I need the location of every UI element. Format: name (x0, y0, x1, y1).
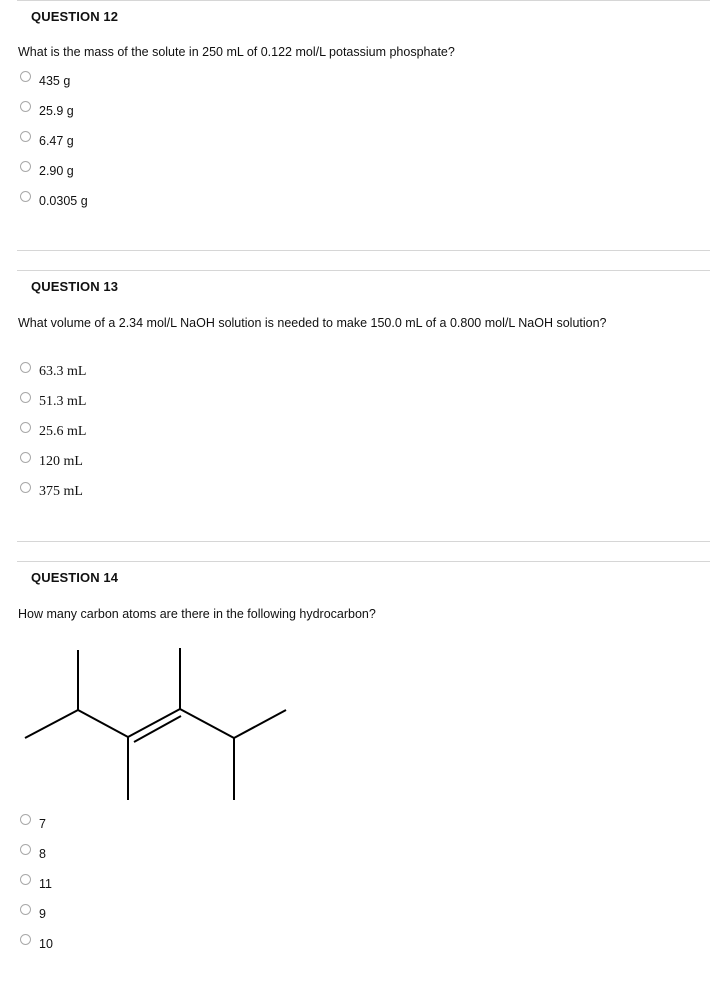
question-14-option-1[interactable] (20, 815, 46, 833)
question-12-bottom-divider (17, 250, 710, 251)
question-13-title: QUESTION 13 (31, 279, 119, 294)
radio-button[interactable] (20, 482, 31, 493)
radio-button[interactable] (20, 422, 31, 433)
bond-right-end (234, 710, 286, 738)
radio-button[interactable] (20, 814, 31, 825)
question-13-option-2[interactable] (20, 393, 86, 411)
question-14-top-divider (17, 561, 710, 562)
question-12-title: QUESTION 12 (31, 9, 119, 24)
question-12-text: What is the mass of the solute in 250 mL of 0.122 mol/L potassium phosphate? (18, 45, 455, 59)
question-13-option-1[interactable] (20, 363, 86, 381)
question-14-text: How many carbon atoms are there in the following hydrocarbon? (18, 607, 376, 621)
radio-button[interactable] (20, 191, 31, 202)
radio-button[interactable] (20, 904, 31, 915)
radio-button[interactable] (20, 161, 31, 172)
question-13-option-4[interactable] (20, 453, 83, 471)
radio-button[interactable] (20, 392, 31, 403)
option-label: 51.3 mL (39, 394, 87, 409)
question-13-bottom-divider (17, 541, 710, 542)
question-14-option-5[interactable] (20, 935, 53, 953)
question-14-option-4[interactable] (20, 905, 46, 923)
question-13-option-3[interactable] (20, 423, 86, 441)
radio-button[interactable] (20, 934, 31, 945)
bond-left-end (25, 710, 78, 738)
question-14-title: QUESTION 14 (31, 570, 119, 585)
bond-c4-c5 (180, 709, 234, 738)
question-12-option-5[interactable] (20, 192, 88, 210)
question-12-option-4[interactable] (20, 162, 74, 180)
option-label: 7 (39, 817, 46, 831)
top-divider (17, 0, 710, 1)
question-14-option-2[interactable] (20, 845, 46, 863)
skeletal-formula-icon (0, 640, 320, 810)
radio-button[interactable] (20, 874, 31, 885)
option-label: 25.6 mL (39, 424, 87, 439)
question-13-top-divider (17, 270, 710, 271)
bond-c2-c3 (78, 710, 128, 737)
option-label: 8 (39, 847, 46, 861)
radio-button[interactable] (20, 844, 31, 855)
option-label: 9 (39, 907, 46, 921)
question-12-option-1[interactable] (20, 72, 70, 90)
question-12-option-2[interactable] (20, 102, 74, 120)
option-label: 2.90 g (39, 164, 74, 178)
option-label: 0.0305 g (39, 194, 88, 208)
option-label: 435 g (39, 74, 71, 88)
radio-button[interactable] (20, 101, 31, 112)
option-label: 25.9 g (39, 104, 74, 118)
option-label: 120 mL (39, 454, 83, 469)
radio-button[interactable] (20, 452, 31, 463)
option-label: 375 mL (39, 484, 83, 499)
question-14-option-3[interactable] (20, 875, 52, 893)
radio-button[interactable] (20, 131, 31, 142)
question-12-option-3[interactable] (20, 132, 74, 150)
option-label: 6.47 g (39, 134, 74, 148)
radio-button[interactable] (20, 71, 31, 82)
radio-button[interactable] (20, 362, 31, 373)
option-label: 11 (39, 877, 52, 891)
question-13-option-5[interactable] (20, 483, 83, 501)
double-bond-outer (128, 709, 180, 737)
question-13-text: What volume of a 2.34 mol/L NaOH solution is needed to make 150.0 mL of a 0.800 mol/L NaOH solution? (18, 316, 607, 330)
option-label: 63.3 mL (39, 364, 87, 379)
option-label: 10 (39, 937, 53, 951)
